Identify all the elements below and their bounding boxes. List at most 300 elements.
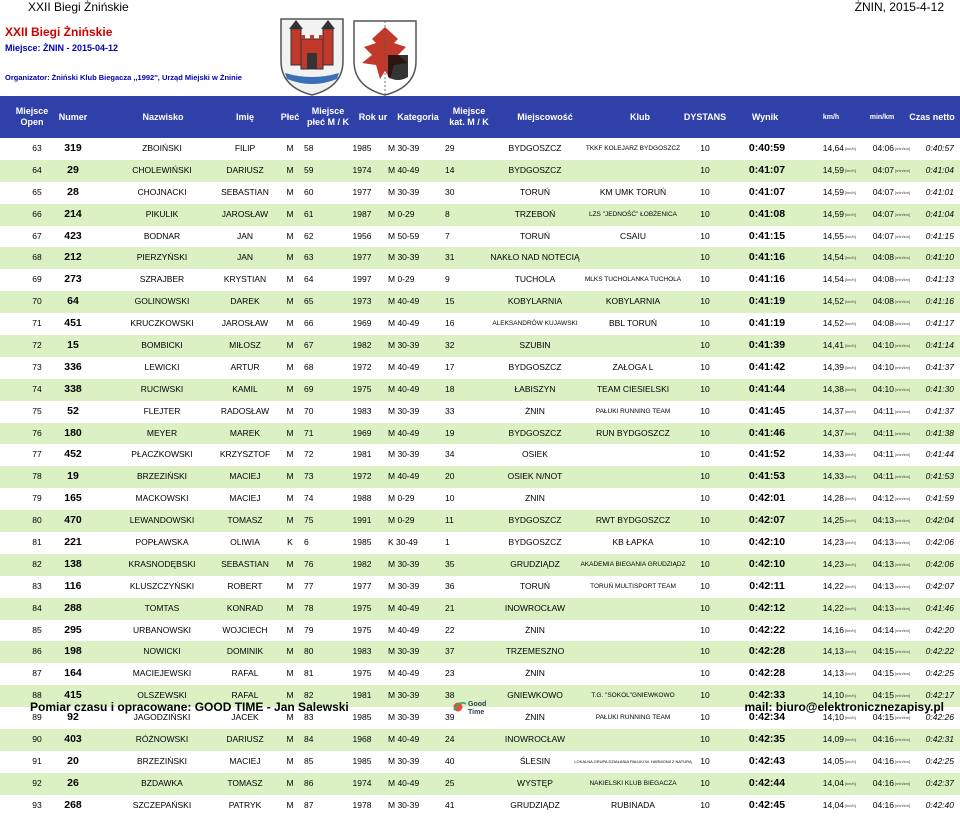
- col-open[interactable]: Miejsce Open: [15, 106, 49, 127]
- gender: M: [286, 208, 294, 219]
- result-time: 0:42:10: [748, 557, 786, 570]
- bib-number: 28: [67, 185, 79, 198]
- result-time: 0:42:28: [748, 667, 786, 680]
- first-name: SEBASTIAN: [221, 558, 269, 569]
- gender: M: [286, 493, 294, 504]
- result-time: 0:40:59: [748, 142, 786, 154]
- club: TKKF KOLEJARZ BYDGOSZCZ: [585, 145, 681, 152]
- place-category: 30: [445, 186, 455, 197]
- pace-unit: [min/km]: [895, 737, 911, 743]
- place-open: 89: [32, 712, 42, 723]
- table-row: [0, 773, 960, 795]
- pace-unit: [min/km]: [895, 430, 911, 436]
- speed-unit: [km/h]: [845, 146, 856, 151]
- bib-number: 64: [67, 295, 79, 308]
- net-time: 0:41:37: [925, 405, 954, 416]
- club: TEAM CIESIELSKI: [596, 383, 670, 394]
- place-category: 8: [445, 208, 450, 219]
- bib-number: 198: [64, 645, 82, 658]
- speed-unit: [km/h]: [845, 299, 856, 305]
- club: [558, 729, 708, 751]
- gender: M: [286, 340, 294, 351]
- gender: M: [286, 405, 294, 416]
- distance: 10: [700, 186, 710, 197]
- gender: M: [286, 799, 294, 810]
- first-name: KONRAD: [226, 602, 264, 613]
- place-category: 33: [445, 405, 455, 416]
- table-row: [0, 598, 960, 620]
- place-category: 11: [445, 515, 454, 526]
- club: [558, 444, 708, 466]
- speed-unit: [km/h]: [845, 408, 856, 414]
- speed-unit: [km/h]: [845, 583, 856, 589]
- surname: CHOLEWIŃSKI: [132, 164, 192, 175]
- gender: M: [286, 143, 294, 153]
- bib-number: 165: [64, 492, 82, 505]
- speed-unit: [km/h]: [845, 189, 856, 195]
- gender: M: [286, 602, 294, 613]
- distance: 10: [700, 318, 710, 329]
- col-czas-netto[interactable]: Czas netto: [909, 111, 955, 122]
- result-time: 0:42:01: [748, 492, 786, 505]
- place-open: 73: [32, 361, 42, 372]
- pace-minkm: 04:15: [872, 668, 894, 679]
- table-row: [0, 488, 960, 510]
- net-time: 0:42:06: [925, 558, 954, 569]
- category: K 30-49: [388, 537, 418, 548]
- bib-number: 212: [64, 251, 82, 264]
- col-numer[interactable]: Numer: [58, 111, 88, 122]
- result-time: 0:41:16: [748, 251, 786, 264]
- gender: M: [286, 164, 294, 175]
- col-minkm[interactable]: min/km: [869, 113, 895, 121]
- place-open: 76: [32, 427, 42, 438]
- category: M 30-39: [388, 712, 420, 723]
- speed-kmh: 14,33: [822, 471, 844, 482]
- col-dystans[interactable]: DYSTANS: [683, 111, 727, 122]
- place-open: 69: [32, 274, 42, 285]
- table-row: [0, 247, 960, 269]
- table-row: [0, 576, 960, 598]
- place-gender: 81: [304, 668, 314, 679]
- pace-unit: [min/km]: [895, 693, 911, 699]
- net-time: 0:41:17: [925, 318, 954, 329]
- table-row: [0, 641, 960, 663]
- net-time: 0:42:22: [925, 646, 954, 657]
- gender: M: [286, 471, 294, 482]
- col-imie[interactable]: Imię: [235, 111, 254, 122]
- place-category: 14: [445, 164, 455, 175]
- category: M 50-59: [388, 230, 420, 241]
- club: [558, 641, 708, 663]
- first-name: PATRYK: [228, 799, 262, 810]
- category: M 40-49: [388, 471, 420, 482]
- speed-unit: [km/h]: [845, 737, 856, 743]
- first-name: MACIEJ: [229, 493, 261, 504]
- pace-unit: [min/km]: [895, 474, 911, 480]
- category: M 40-49: [388, 383, 420, 394]
- logo-text-good: Good: [468, 701, 487, 708]
- town: INOWROCŁAW: [504, 602, 566, 613]
- club: [558, 598, 708, 620]
- town: BYDGOSZCZ: [508, 143, 562, 153]
- surname: BOMBICKI: [141, 340, 183, 351]
- pace-minkm: 04:16: [872, 799, 894, 810]
- place-category: 35: [445, 558, 455, 569]
- col-kategoria[interactable]: Kategoria: [397, 111, 439, 122]
- net-time: 0:42:07: [925, 580, 954, 591]
- surname: BZDAWKA: [141, 777, 183, 788]
- town: NAKŁO NAD NOTECIĄ: [490, 252, 580, 263]
- place-open: 80: [32, 515, 42, 526]
- place-gender: 69: [304, 383, 314, 394]
- birth-year: 1977: [352, 252, 372, 263]
- place-gender: 80: [304, 646, 314, 657]
- distance: 10: [700, 646, 710, 657]
- net-time: 0:41:01: [925, 186, 954, 197]
- gender: M: [286, 668, 294, 679]
- category: M 30-39: [388, 143, 420, 153]
- distance: 10: [700, 624, 710, 635]
- town: SZUBIN: [519, 340, 551, 351]
- place-gender: 78: [304, 602, 314, 613]
- pace-unit: [min/km]: [895, 496, 911, 502]
- birth-year: 1978: [352, 799, 372, 810]
- category: M 30-39: [388, 690, 420, 701]
- speed-unit: [km/h]: [845, 167, 856, 173]
- place-category: 32: [445, 340, 455, 351]
- table-row: [0, 444, 960, 466]
- club: KM UMK TORUŃ: [599, 186, 667, 197]
- speed-kmh: 14,13: [822, 646, 844, 657]
- place-open: 85: [32, 624, 42, 635]
- speed-unit: [km/h]: [845, 321, 856, 327]
- distance: 10: [700, 537, 710, 548]
- surname: PIERZYŃSKI: [136, 252, 188, 263]
- distance: 10: [700, 580, 710, 591]
- speed-kmh: 14,59: [822, 186, 844, 197]
- surname: CHOJNACKI: [137, 186, 187, 197]
- bib-number: 26: [67, 776, 79, 789]
- gender: M: [286, 755, 294, 766]
- surname: URBANOWSKI: [132, 624, 192, 635]
- town: WYSTĘP: [517, 777, 553, 788]
- result-time: 0:42:07: [748, 514, 786, 527]
- gender: M: [286, 361, 294, 372]
- place-open: 75: [32, 405, 42, 416]
- pace-unit: [min/km]: [895, 321, 911, 327]
- surname: POPŁAWSKA: [135, 537, 189, 548]
- result-time: 0:42:34: [748, 711, 786, 724]
- gender: M: [286, 690, 294, 701]
- gender: M: [286, 383, 294, 394]
- pace-minkm: 04:13: [872, 515, 894, 526]
- first-name: JAN: [236, 230, 254, 241]
- speed-kmh: 14,22: [822, 580, 844, 591]
- birth-year: 1997: [352, 274, 372, 285]
- place-category: 31: [445, 252, 455, 263]
- bib-number: 52: [67, 404, 79, 417]
- distance: 10: [700, 602, 710, 613]
- category: M 30-39: [388, 799, 420, 810]
- results-table-header: [0, 96, 960, 138]
- surname: KRASNODĘBSKI: [128, 558, 196, 569]
- birth-year: 1991: [352, 515, 372, 526]
- category: M 0-29: [388, 493, 415, 504]
- town: ŻNIN: [525, 405, 545, 416]
- result-time: 0:41:19: [748, 317, 786, 330]
- pace-minkm: 04:10: [872, 340, 894, 351]
- club: [558, 160, 708, 182]
- bib-number: 180: [64, 426, 82, 439]
- speed-unit: [km/h]: [845, 561, 856, 567]
- town: ALEKSANDRÓW KUJAWSKI: [492, 320, 578, 328]
- result-time: 0:42:22: [748, 623, 786, 636]
- place-category: 18: [445, 383, 455, 394]
- speed-unit: [km/h]: [845, 649, 856, 655]
- net-time: 0:42:04: [925, 515, 954, 526]
- table-row: [0, 357, 960, 379]
- distance: 10: [700, 799, 710, 810]
- col-rok[interactable]: Rok ur: [358, 111, 388, 122]
- town: ŻNIN: [525, 668, 545, 679]
- col-wynik[interactable]: Wynik: [751, 111, 779, 122]
- col-miejscowosc[interactable]: Miejscowość: [517, 111, 573, 122]
- pace-minkm: 04:11: [873, 471, 894, 482]
- speed-unit: [km/h]: [845, 671, 856, 677]
- bib-number: 319: [64, 142, 82, 154]
- speed-kmh: 14,55: [822, 230, 844, 241]
- birth-year: 1972: [352, 471, 372, 482]
- distance: 10: [700, 383, 710, 394]
- bib-number: 268: [64, 798, 82, 811]
- place-open: 72: [32, 340, 42, 351]
- gender: M: [286, 186, 294, 197]
- pace-minkm: 04:07: [872, 230, 894, 241]
- distance: 10: [700, 515, 710, 526]
- speed-kmh: 14,04: [822, 799, 844, 810]
- net-time: 0:41:16: [925, 296, 954, 307]
- table-row: [0, 160, 960, 182]
- pace-unit: [min/km]: [895, 211, 911, 217]
- speed-kmh: 14,41: [822, 340, 844, 351]
- distance: 10: [700, 208, 710, 219]
- town: BYDGOSZCZ: [508, 537, 562, 548]
- pace-unit: [min/km]: [895, 780, 911, 786]
- col-kmh[interactable]: km/h: [822, 113, 840, 121]
- net-time: 0:41:14: [925, 340, 954, 351]
- table-row: [0, 269, 960, 291]
- bib-number: 423: [64, 229, 82, 242]
- speed-kmh: 14,59: [822, 208, 844, 219]
- distance: 10: [700, 230, 710, 241]
- net-time: 0:41:04: [925, 208, 954, 219]
- bib-number: 15: [67, 339, 79, 352]
- bib-number: 295: [64, 623, 82, 636]
- category: M 30-39: [388, 252, 420, 263]
- pace-minkm: 04:15: [872, 712, 894, 723]
- place-gender: 58: [304, 143, 314, 153]
- col-klub[interactable]: Klub: [630, 111, 650, 122]
- gender: M: [286, 274, 294, 285]
- gender: M: [286, 777, 294, 788]
- pace-unit: [min/km]: [895, 299, 911, 305]
- bib-number: 452: [64, 448, 82, 461]
- club: PAŁUKI RUNNING TEAM: [595, 714, 671, 722]
- gender: M: [286, 515, 294, 526]
- col-miejsce-kat[interactable]: Miejsce kat. M / K: [449, 106, 489, 127]
- place-gender: 61: [304, 208, 314, 219]
- table-row: [0, 182, 960, 204]
- pace-unit: [min/km]: [895, 386, 911, 392]
- table-row: [0, 510, 960, 532]
- town: INOWROCŁAW: [504, 734, 566, 745]
- speed-kmh: 14,39: [822, 361, 844, 372]
- net-time: 0:41:44: [925, 449, 954, 460]
- pace-minkm: 04:16: [872, 734, 894, 745]
- town: BYDGOSZCZ: [508, 361, 562, 372]
- place-open: 84: [32, 602, 42, 613]
- col-nazwisko[interactable]: Nazwisko: [142, 111, 184, 122]
- distance: 10: [700, 493, 710, 504]
- distance: 10: [700, 690, 710, 701]
- bib-number: 451: [64, 317, 82, 330]
- town: TRZEBOŃ: [514, 208, 556, 219]
- town: GRUDZIĄDZ: [510, 558, 560, 569]
- speed-unit: [km/h]: [845, 343, 856, 349]
- birth-year: 1983: [352, 646, 372, 657]
- speed-kmh: 14,52: [822, 296, 844, 307]
- place-category: 25: [445, 777, 455, 788]
- footer-contact-email[interactable]: mail: biuro@elektronicznezapisy.pl: [744, 700, 944, 714]
- birth-year: 1985: [352, 143, 372, 153]
- net-time: 0:42:20: [925, 624, 954, 635]
- place-category: 23: [445, 668, 455, 679]
- col-plec[interactable]: Płeć: [280, 111, 300, 122]
- net-time: 0:41:59: [925, 493, 954, 504]
- place-category: 36: [445, 580, 455, 591]
- result-time: 0:42:11: [749, 579, 785, 592]
- net-time: 0:41:13: [925, 274, 954, 285]
- pace-minkm: 04:07: [872, 186, 894, 197]
- category: M 40-49: [388, 164, 420, 175]
- place-open: 86: [32, 646, 42, 657]
- first-name: TOMASZ: [227, 777, 263, 788]
- first-name: DOMINIK: [226, 646, 264, 657]
- place-gender: 83: [304, 712, 314, 723]
- club: T.G. "SOKOL"GNIEWKOWO: [591, 692, 675, 700]
- surname: FLEJTER: [143, 405, 181, 416]
- pace-unit: [min/km]: [895, 167, 911, 173]
- speed-kmh: 14,37: [822, 405, 844, 416]
- surname: BRZEZIŃSKI: [136, 471, 188, 482]
- net-time: 0:41:37: [925, 361, 954, 372]
- category: M 30-39: [388, 405, 420, 416]
- category: M 40-49: [388, 777, 420, 788]
- club: BBL TORUŃ: [608, 318, 658, 329]
- result-time: 0:42:35: [748, 733, 786, 746]
- place-gender: 85: [304, 755, 314, 766]
- result-time: 0:41:19: [748, 295, 786, 308]
- pace-unit: [min/km]: [895, 189, 911, 195]
- gender: M: [286, 296, 294, 307]
- town: OSIEK: [522, 449, 548, 460]
- place-gender: 86: [304, 777, 314, 788]
- table-row: [0, 291, 960, 313]
- first-name: ROBERT: [227, 580, 263, 591]
- category: M 30-39: [388, 340, 420, 351]
- bib-number: 116: [64, 579, 82, 592]
- table-row: [0, 226, 960, 248]
- bib-number: 92: [67, 711, 79, 724]
- bib-number: 221: [64, 536, 82, 549]
- net-time: 0:42:25: [925, 668, 954, 679]
- distance: 10: [700, 777, 710, 788]
- place-gender: 72: [304, 449, 314, 460]
- pace-unit: [min/km]: [895, 364, 911, 370]
- town: BYDGOSZCZ: [508, 515, 562, 526]
- birth-year: 1974: [352, 164, 372, 175]
- pace-unit: [min/km]: [895, 408, 911, 414]
- pace-minkm: 04:14: [872, 624, 894, 635]
- col-miejsce-plec[interactable]: Miejsce płeć M / K: [306, 106, 349, 127]
- bib-number: 415: [64, 689, 82, 702]
- category: M 40-49: [388, 734, 420, 745]
- distance: 10: [700, 427, 710, 438]
- result-time: 0:42:43: [748, 754, 786, 767]
- pace-unit: [min/km]: [895, 561, 911, 567]
- result-time: 0:41:08: [748, 207, 786, 220]
- pace-minkm: 04:13: [872, 580, 894, 591]
- distance: 10: [700, 143, 710, 153]
- club: NAKIELSKI KLUB BIEGACZA: [589, 779, 677, 787]
- category: M 30-39: [388, 580, 420, 591]
- club: PAŁUKI RUNNING TEAM: [595, 407, 671, 415]
- bib-number: 164: [64, 667, 82, 680]
- first-name: SEBASTIAN: [221, 186, 269, 197]
- pace-unit: [min/km]: [895, 255, 911, 261]
- pace-minkm: 04:08: [872, 252, 894, 263]
- birth-year: 1975: [352, 602, 372, 613]
- place-category: 7: [445, 230, 450, 241]
- place-category: 41: [445, 799, 455, 810]
- pace-unit: [min/km]: [895, 146, 911, 151]
- bib-number: 20: [67, 754, 79, 767]
- table-row: [0, 620, 960, 642]
- table-row: [0, 335, 960, 357]
- table-row: [0, 729, 960, 751]
- speed-kmh: 14,09: [822, 734, 844, 745]
- net-time: 0:41:04: [925, 164, 954, 175]
- pace-minkm: 04:11: [873, 405, 894, 416]
- speed-unit: [km/h]: [845, 364, 856, 370]
- place-open: 87: [32, 668, 42, 679]
- pace-minkm: 04:11: [873, 449, 894, 460]
- bib-number: 273: [64, 273, 82, 286]
- town: ŻNIN: [525, 712, 545, 723]
- pace-minkm: 04:08: [872, 274, 894, 285]
- pace-unit: [min/km]: [895, 343, 911, 349]
- pace-unit: [min/km]: [895, 540, 911, 546]
- speed-kmh: 14,04: [822, 777, 844, 788]
- distance: 10: [700, 274, 710, 285]
- speed-kmh: 14,05: [822, 755, 844, 766]
- net-time: 0:41:10: [925, 252, 954, 263]
- speed-kmh: 14,28: [822, 493, 844, 504]
- category: M 0-29: [388, 515, 415, 526]
- net-time: 0:41:30: [925, 383, 954, 394]
- distance: 10: [700, 252, 710, 263]
